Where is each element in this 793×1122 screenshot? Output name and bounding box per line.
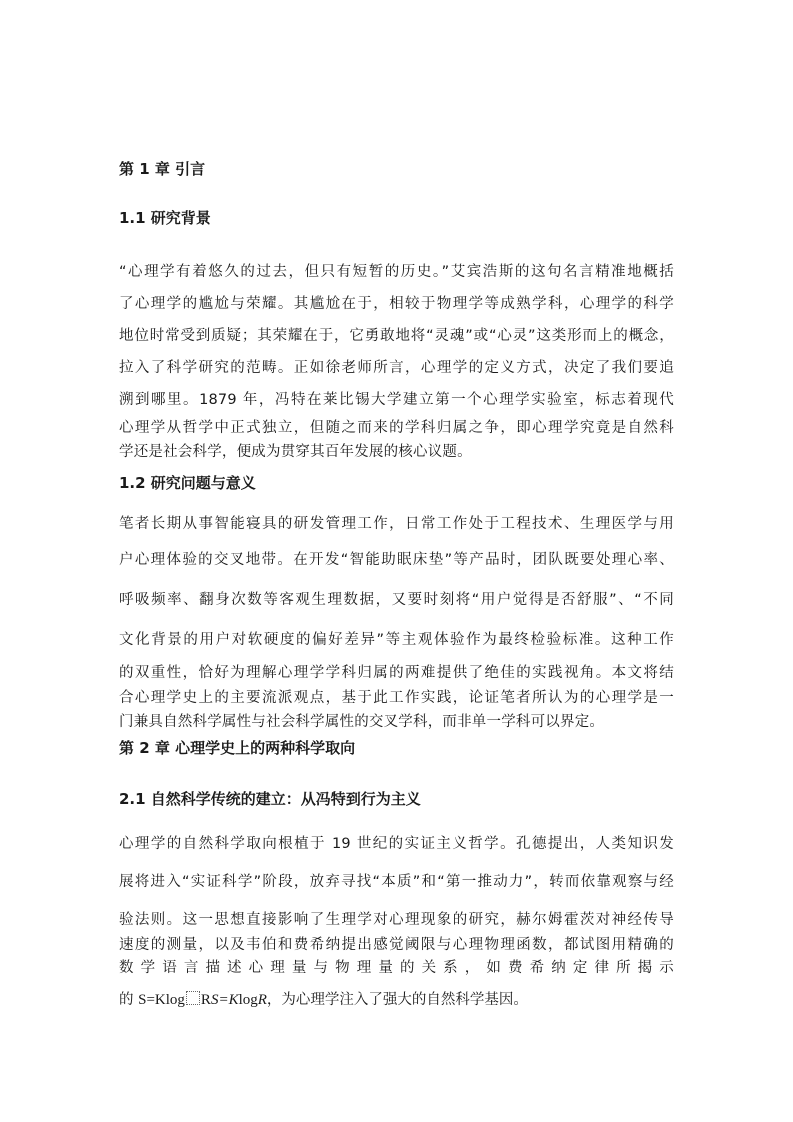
paragraph-line: 展将进入“实证科学”阶段，放弃寻找“本质”和“第一推动力”，转而依靠观察与经 <box>119 874 674 890</box>
paragraph-line: 心理学从哲学中正式独立，但随之而来的学科归属之争，即心理学究竟是自然科 <box>119 420 674 436</box>
paragraph-line: 门兼具自然科学属性与社会科学属性的交叉学科，而非单一学科可以界定。 <box>119 714 605 730</box>
formula-part: R <box>257 992 267 1008</box>
paragraph-line: 了心理学的尴尬与荣耀。其尴尬在于，相较于物理学等成熟学科，心理学的科学 <box>119 296 674 312</box>
paragraph-line: 户心理体验的交叉地带。在开发“智能助眠床垫”等产品时，团队既要处理心率、 <box>119 552 674 568</box>
paragraph-line: 合心理学史上的主要流派观点，基于此工作实践，论证笔者所认为的心理学是一 <box>119 690 674 706</box>
formula-part: S= <box>210 992 229 1008</box>
formula-part: R <box>200 992 211 1008</box>
paragraph-line: 数学语言描述心理量与物理量的关系，如费希纳定律所揭示 <box>119 960 674 976</box>
paragraph-line: 速度的测量，以及韦伯和费希纳提出感觉阈限与心理物理函数，都试图用精确的 <box>119 937 674 953</box>
paragraph-line: 笔者长期从事智能寝具的研发管理工作，日常工作处于工程技术、生理医学与用 <box>119 516 674 532</box>
paragraph-line: 心理学的自然科学取向根植于 19 世纪的实证主义哲学。孔德提出，人类知识发 <box>119 836 674 852</box>
section-2-1-paragraph <box>119 830 674 1020</box>
chapter-1-title: 第 1 章 引言 <box>119 160 206 178</box>
section-1-2-heading: 1.2 研究问题与意义 <box>119 474 256 492</box>
paragraph-line: “心理学有着悠久的过去，但只有短暂的历史。”艾宾浩斯的这句名言精准地概括 <box>119 264 674 280</box>
missing-glyph-icon <box>186 991 200 1005</box>
paragraph-line: 拉入了科学研究的范畴。正如徐老师所言，心理学的定义方式，决定了我们要追 <box>119 360 674 376</box>
section-1-2-paragraph <box>119 508 674 734</box>
paragraph-line: 文化背景的用户对软硬度的偏好差异”等主观体验作为最终检验标准。这种工作 <box>119 632 674 648</box>
paragraph-line: 呼吸频率、翻身次数等客观生理数据，又要时刻将“用户觉得是否舒服”、“不同 <box>119 592 674 608</box>
section-1-1-paragraph <box>119 256 674 464</box>
formula-part: log <box>238 992 258 1008</box>
formula-suffix: ，为心理学注入了强大的自然科学基因。 <box>266 992 528 1008</box>
paragraph-line: 学还是社会科学，便成为贯穿其百年发展的核心议题。 <box>119 444 472 460</box>
formula-part: S=Klog <box>138 992 185 1008</box>
chapter-2-title: 第 2 章 心理学史上的两种科学取向 <box>119 739 356 757</box>
formula-line <box>119 980 674 1020</box>
paragraph-line: 的双重性，恰好为理解心理学学科归属的两难提供了绝佳的实践视角。本文将结 <box>119 665 674 681</box>
paragraph-line: 验法则。这一思想直接影响了生理学对心理现象的研究，赫尔姆霍茨对神经传导 <box>119 912 674 928</box>
formula-part: K <box>228 992 239 1008</box>
fechner-formula <box>138 992 267 1008</box>
section-1-1-heading: 1.1 研究背景 <box>119 209 211 227</box>
paragraph-line: 地位时常受到质疑；其荣耀在于，它勇敢地将“灵魂”或“心灵”这类形而上的概念， <box>119 328 674 344</box>
section-2-1-heading: 2.1 自然科学传统的建立：从冯特到行为主义 <box>119 790 421 808</box>
paragraph-line: 溯到哪里。1879 年，冯特在莱比锡大学建立第一个心理学实验室，标志着现代 <box>119 392 674 408</box>
formula-prefix: 的 <box>119 992 139 1008</box>
